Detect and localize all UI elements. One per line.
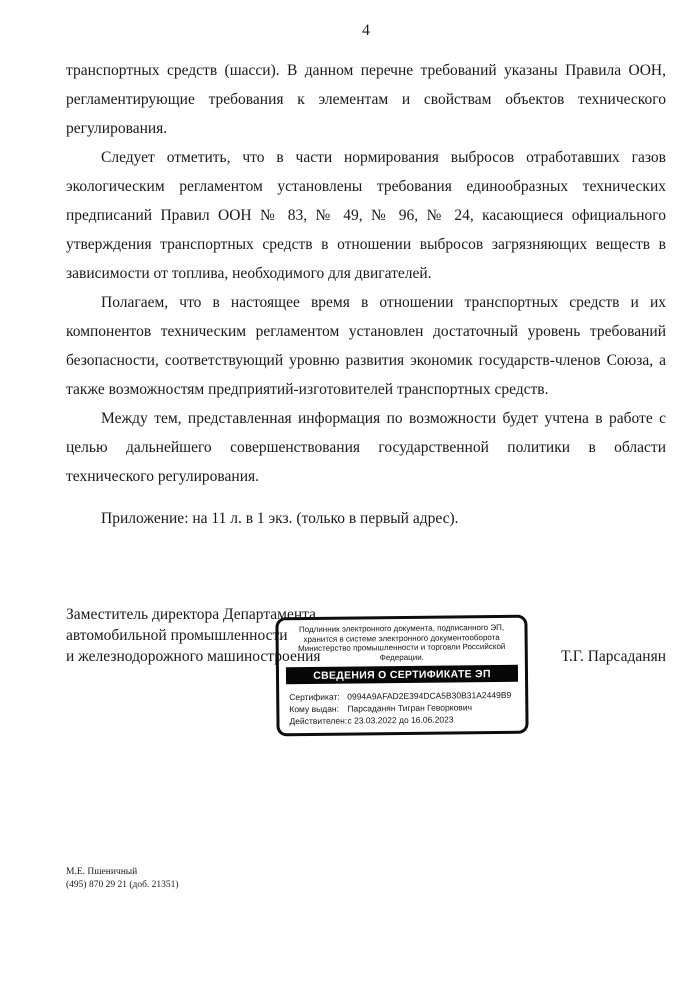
signer-position-line: и железнодорожного машиностроения xyxy=(66,648,321,665)
issued-to-label: Кому выдан: xyxy=(289,703,340,715)
certificate-label: Сертификат: xyxy=(289,691,340,703)
body-text xyxy=(66,56,666,533)
executor-info xyxy=(66,866,179,891)
electronic-signature-stamp xyxy=(275,615,528,737)
signer-position-line: автомобильной промышленности xyxy=(66,627,288,644)
executor-name: М.Е. Пшеничный xyxy=(66,867,138,877)
executor-phone: (495) 870 29 21 (доб. 21351) xyxy=(66,879,179,890)
validity-label: Действителен: xyxy=(289,715,348,727)
signer-position-line: Заместитель директора Департамента xyxy=(66,606,316,623)
certificate-value: 0994A9AFAD2E394DCA5B30B31A2449B9 xyxy=(347,689,512,702)
body-paragraph-3: Полагаем, что в настоящее время в отношении транспортных средств и их компонентов техническим регламентом установлен достаточный уровень требований безопасности, соответствующий уровню развития экономик государств-членов Союза, а также возможностям предприятий-изготовителей транспортных средств. xyxy=(66,294,666,398)
page-number: 4 xyxy=(362,22,370,39)
signer-name: Т.Г. Парсаданян xyxy=(560,648,666,665)
body-paragraph-1: транспортных средств (шасси). В данном перечне требований указаны Правила ООН, регламентирующие требования к элементам и свойствам объектов технического регулирования. xyxy=(66,62,666,137)
validity-value: с 23.03.2022 до 16.06.2023 xyxy=(347,714,454,726)
stamp-header-line: Подлинник электронного документа, подписанного ЭП, xyxy=(298,622,505,635)
issued-to-value: Парсаданян Тигран Геворкович xyxy=(347,702,473,714)
appendix-line: Приложение: на 11 л. в 1 экз. (только в первый адрес). xyxy=(101,510,459,527)
stamp-title-bar: СВЕДЕНИЯ О СЕРТИФИКАТЕ ЭП xyxy=(286,665,518,684)
validity-field xyxy=(289,713,521,727)
body-paragraph-2: Следует отметить, что в части нормирования выбросов отработавших газов экологическим регламентом установлены требования единообразных технических предписаний Правил ООН № 83, № 49, № 96, № 24, касающиеся официального утверждения транспортных средств в отношении выбросов загрязняющих веществ в зависимости от топлива, необходимого для двигателей. xyxy=(66,149,666,282)
stamp-header-line: Федерации. xyxy=(379,652,424,662)
body-paragraph-4: Между тем, представленная информация по возможности будет учтена в работе с целью дальнейшего совершенствования государственной политики в области технического регулирования. xyxy=(66,410,666,485)
stamp-fields xyxy=(289,689,521,727)
stamp-header-line: хранится в системе электронного документооборота xyxy=(303,632,500,644)
stamp-header-line: Министерство промышленности и торговли Российской xyxy=(298,641,506,654)
stamp-header xyxy=(278,623,524,664)
